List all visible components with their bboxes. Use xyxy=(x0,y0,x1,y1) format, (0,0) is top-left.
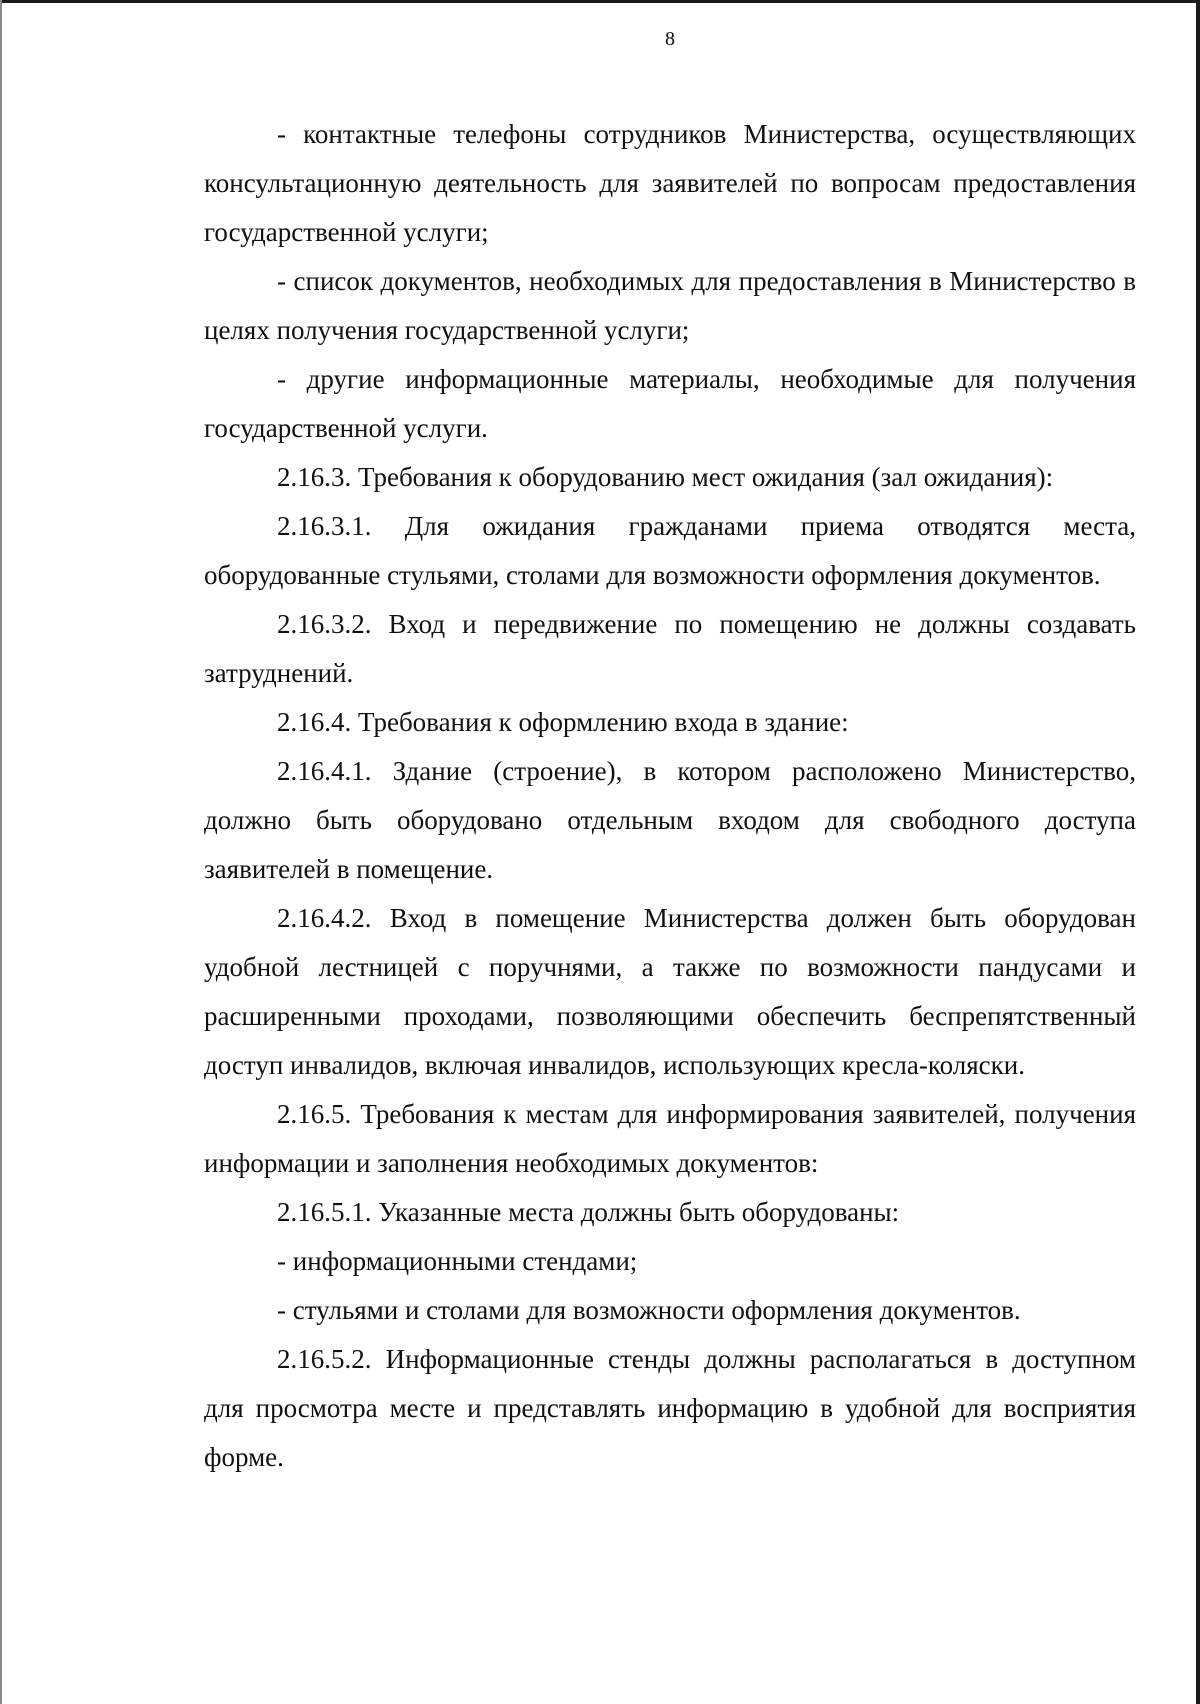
document-body xyxy=(204,110,1136,1482)
paragraph-2-16-3: 2.16.3. Требования к оборудованию мест ожидания (зал ожидания): xyxy=(277,462,1054,492)
paragraph-2-16-3-2: 2.16.3.2. Вход и передвижение по помещению не должны создавать затруднений. xyxy=(204,609,1136,688)
paragraph-2-16-5-1: 2.16.5.1. Указанные места должны быть оборудованы: xyxy=(277,1197,900,1227)
paragraph-2-16-5: 2.16.5. Требования к местам для информирования заявителей, получения информации и заполнения необходимых документов: xyxy=(204,1099,1136,1178)
scan-border-right xyxy=(1196,0,1200,1704)
paragraph-chairs-tables: - стульями и столами для возможности оформления документов. xyxy=(277,1295,1021,1325)
paragraph-2-16-3-1: 2.16.3.1. Для ожидания гражданами приема отводятся места, оборудованные стульями, столами для возможности оформления документов. xyxy=(204,511,1136,590)
paragraph-2-16-5-2: 2.16.5.2. Информационные стенды должны располагаться в доступном для просмотра месте и представлять информацию в удобной для восприятия форме. xyxy=(204,1344,1136,1472)
paragraph-contact-phones: - контактные телефоны сотрудников Министерства, осуществляющих консультационную деятельность для заявителей по вопросам предоставления государственной услуги; xyxy=(204,119,1136,247)
scan-border-left xyxy=(0,0,2,1704)
paragraph-2-16-4: 2.16.4. Требования к оформлению входа в здание: xyxy=(277,707,849,737)
paragraph-2-16-4-2: 2.16.4.2. Вход в помещение Министерства должен быть оборудован удобной лестницей с поручнями, а также по возможности пандусами и расширенными проходами, позволяющими обеспечить беспрепятственный доступ инвалидов, включая инвалидов, использующих кресла-коляски. xyxy=(204,903,1136,1080)
scan-border-top xyxy=(0,0,1200,3)
paragraph-document-list: - список документов, необходимых для предоставления в Министерство в целях получения государственной услуги; xyxy=(204,266,1136,345)
page-number: 8 xyxy=(665,28,675,50)
paragraph-2-16-4-1: 2.16.4.1. Здание (строение), в котором расположено Министерство, должно быть оборудовано отдельным входом для свободного доступа заявителей в помещение. xyxy=(204,756,1136,884)
paragraph-info-stands: - информационными стендами; xyxy=(277,1246,638,1276)
paragraph-other-materials: - другие информационные материалы, необходимые для получения государственной услуги. xyxy=(204,364,1136,443)
